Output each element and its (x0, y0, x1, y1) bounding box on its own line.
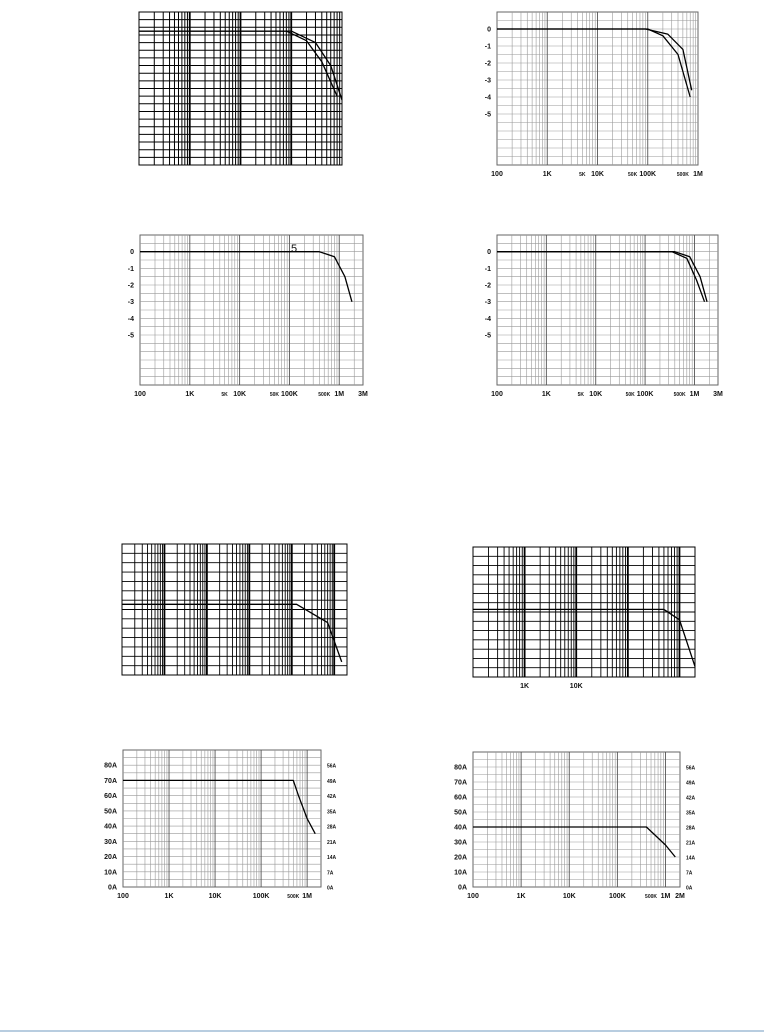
chart-7 (104, 750, 336, 900)
x-tick-label: 10K (569, 683, 583, 690)
x-tick-label: 10K (562, 893, 576, 900)
x-tick-label: 3M (358, 391, 368, 398)
chart-1 (139, 12, 342, 165)
y-right-tick-label: 56A (327, 763, 337, 770)
y-right-tick-label: 56A (686, 765, 696, 772)
x-tick-label: 1M (660, 893, 671, 900)
y-tick-label: 10A (454, 869, 467, 877)
x-tick-label: 2M (675, 893, 685, 900)
x-tick-label: 100 (134, 391, 146, 398)
x-tick-label: 1K (520, 683, 530, 690)
chart-8 (454, 752, 695, 900)
y-tick-label: 0A (108, 884, 117, 892)
page-bottom-rule (0, 1030, 764, 1032)
y-tick-label: -3 (484, 299, 491, 307)
y-right-tick-label: 35A (327, 809, 337, 816)
x-tick-label: 10K (208, 893, 222, 900)
y-tick-label: -3 (127, 299, 134, 307)
x-tick-label: 1M (302, 893, 313, 900)
x-tick-label: 1M (334, 391, 345, 398)
x-tick-label: 100K (609, 893, 626, 900)
x-tick-label: 500K (676, 172, 689, 178)
y-tick-label: -1 (127, 265, 134, 273)
y-tick-label: 60A (454, 794, 467, 802)
x-tick-label: 500K (318, 392, 331, 398)
y-right-tick-label: 0A (327, 885, 334, 892)
x-tick-label: 1K (516, 893, 526, 900)
y-right-tick-label: 49A (327, 778, 337, 785)
x-tick-label: 50K (269, 392, 280, 398)
x-tick-label: 1K (542, 171, 552, 178)
x-tick-label: 50K (625, 392, 635, 398)
y-right-tick-label: 35A (686, 810, 696, 817)
y-tick-label: 20A (104, 854, 117, 862)
chart-6 (473, 547, 695, 690)
y-tick-label: 80A (454, 764, 467, 772)
y-tick-label: 80A (104, 762, 117, 770)
x-tick-label: 100K (636, 391, 654, 398)
y-tick-label: 40A (454, 824, 467, 832)
x-tick-label: 1M (689, 391, 700, 398)
x-tick-label: 5K (577, 392, 585, 398)
x-tick-label: 500K (645, 894, 658, 900)
x-tick-label: 500K (673, 392, 686, 398)
y-tick-label: -4 (127, 315, 134, 323)
x-tick-label: 100K (281, 391, 298, 398)
y-tick-label: 60A (104, 793, 117, 801)
y-tick-label: -3 (484, 77, 491, 85)
y-tick-label: 70A (104, 777, 117, 785)
chart-2 (485, 12, 703, 178)
y-tick-label: -1 (484, 265, 491, 273)
x-tick-label: 5K (221, 392, 228, 398)
y-tick-label: 50A (104, 808, 117, 816)
y-tick-label: 30A (454, 839, 467, 847)
y-tick-label: 10A (104, 869, 117, 877)
y-tick-label: -5 (484, 111, 491, 119)
x-tick-label: 1K (164, 893, 174, 900)
x-tick-label: 100 (117, 893, 129, 900)
y-tick-label: 0 (130, 249, 134, 257)
y-right-tick-label: 42A (686, 795, 696, 802)
y-tick-label: -1 (484, 43, 491, 51)
x-tick-label: 100 (491, 391, 503, 398)
y-tick-label: 40A (104, 823, 117, 831)
y-right-tick-label: 28A (686, 825, 696, 832)
y-right-tick-label: 21A (686, 840, 696, 847)
x-tick-label: 100K (252, 893, 270, 900)
y-right-tick-label: 7A (327, 870, 334, 877)
y-tick-label: -4 (484, 94, 491, 102)
stray-label: 5 (291, 243, 298, 255)
y-tick-label: -4 (484, 315, 491, 323)
y-right-tick-label: 49A (686, 780, 696, 787)
y-tick-label: 0A (458, 884, 467, 892)
x-tick-label: 1M (693, 171, 703, 178)
y-tick-label: 0 (487, 26, 491, 34)
x-tick-label: 5K (579, 172, 586, 178)
y-right-tick-label: 0A (686, 885, 693, 892)
x-tick-label: 1K (541, 391, 551, 398)
y-tick-label: -5 (484, 332, 491, 340)
x-tick-label: 50K (628, 172, 638, 178)
y-right-tick-label: 42A (327, 794, 337, 801)
y-tick-label: 70A (454, 779, 467, 787)
x-tick-label: 10K (591, 171, 604, 178)
x-tick-label: 1K (185, 391, 195, 398)
x-tick-label: 100 (491, 171, 503, 178)
chart-5 (122, 544, 347, 675)
x-tick-label: 10K (589, 391, 603, 398)
y-tick-label: -2 (127, 282, 134, 290)
x-tick-label: 3M (713, 391, 723, 398)
y-tick-label: 30A (104, 838, 117, 846)
y-right-tick-label: 14A (686, 855, 696, 862)
y-tick-label: -2 (484, 60, 491, 68)
chart-4 (485, 235, 723, 398)
x-tick-label: 100K (639, 171, 657, 178)
y-right-tick-label: 21A (327, 839, 337, 846)
chart-3 (128, 235, 368, 398)
x-tick-label: 500K (287, 894, 300, 900)
y-tick-label: -2 (484, 282, 491, 290)
y-tick-label: -5 (127, 332, 134, 340)
y-tick-label: 50A (454, 809, 467, 817)
y-tick-label: 0 (487, 249, 491, 257)
x-tick-label: 100 (467, 893, 479, 900)
y-tick-label: 20A (454, 854, 467, 862)
y-right-tick-label: 7A (686, 870, 693, 877)
y-right-tick-label: 28A (327, 824, 337, 831)
y-right-tick-label: 14A (327, 855, 337, 862)
x-tick-label: 10K (233, 391, 247, 398)
